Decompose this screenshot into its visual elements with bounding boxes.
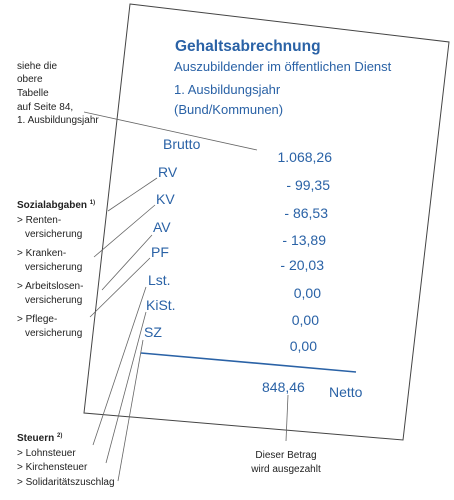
row-code-brutto: Brutto — [163, 136, 201, 152]
row-amount-av: - 13,89 — [282, 232, 326, 248]
annotation-social-contributions — [17, 200, 95, 339]
net-amount: 848,46 — [262, 379, 305, 395]
row-code-rv: RV — [158, 164, 178, 180]
net-label: Netto — [329, 384, 363, 400]
social-heading-text: Sozialabgaben — [17, 200, 88, 211]
row-amount-rv: - 99,35 — [286, 177, 330, 193]
row-code-av: AV — [153, 219, 171, 235]
annotation-payout — [250, 450, 321, 475]
table-ref-line-1: siehe die — [17, 61, 58, 72]
annotation-taxes — [17, 433, 115, 488]
row-amount-sz: 0,00 — [289, 338, 317, 354]
tax-item-solidarity: > Solidaritätszuschlag — [17, 477, 115, 488]
tax-item-income: > Lohnsteuer — [17, 448, 76, 459]
tax-heading-text: Steuern — [17, 433, 55, 444]
payslip-subtitle-line-3: (Bund/Kommunen) — [174, 102, 284, 117]
payslip-title: Gehaltsabrechnung — [175, 38, 321, 55]
social-item-unemployment-2: versicherung — [25, 295, 83, 306]
social-item-care-2: versicherung — [25, 328, 83, 339]
payout-line-2: wird ausgezahlt — [251, 464, 321, 475]
table-ref-line-3: Tabelle — [17, 88, 49, 99]
row-code-kist: KiSt. — [146, 297, 176, 313]
social-item-care-1: > Pflege- — [17, 314, 58, 325]
row-code-sz: SZ — [144, 324, 162, 340]
row-amount-kist: 0,00 — [291, 312, 319, 328]
tax-item-church: > Kirchensteuer — [17, 462, 88, 473]
payout-line-1: Dieser Betrag — [255, 450, 317, 461]
social-item-pension-2: versicherung — [25, 229, 83, 240]
social-item-unemployment-1: > Arbeitslosen- — [17, 281, 84, 292]
social-item-health-2: versicherung — [25, 262, 83, 273]
payslip-subtitle-line-2: 1. Ausbildungsjahr — [174, 82, 281, 97]
payslip-subtitle-line-1: Auszubildender im öffentlichen Dienst — [174, 59, 392, 74]
row-code-lst: Lst. — [148, 272, 171, 288]
annotation-table-ref — [17, 61, 99, 126]
table-ref-line-4: auf Seite 84, — [17, 102, 74, 113]
tax-heading-footnote: 2) — [57, 433, 63, 439]
social-item-pension-1: > Renten- — [17, 215, 62, 226]
row-code-pf: PF — [151, 244, 169, 260]
tax-heading — [17, 433, 62, 444]
social-heading-footnote: 1) — [89, 200, 96, 206]
social-heading — [17, 200, 95, 211]
social-item-health-1: > Kranken- — [17, 248, 67, 259]
row-code-kv: KV — [156, 191, 175, 207]
row-amount-kv: - 86,53 — [284, 205, 328, 221]
table-ref-line-5: 1. Ausbildungsjahr — [17, 115, 99, 126]
row-amount-pf: - 20,03 — [280, 257, 324, 273]
row-amount-brutto: 1.068,26 — [277, 149, 332, 165]
table-ref-line-2: obere — [17, 74, 43, 85]
row-amount-lst: 0,00 — [293, 285, 321, 301]
